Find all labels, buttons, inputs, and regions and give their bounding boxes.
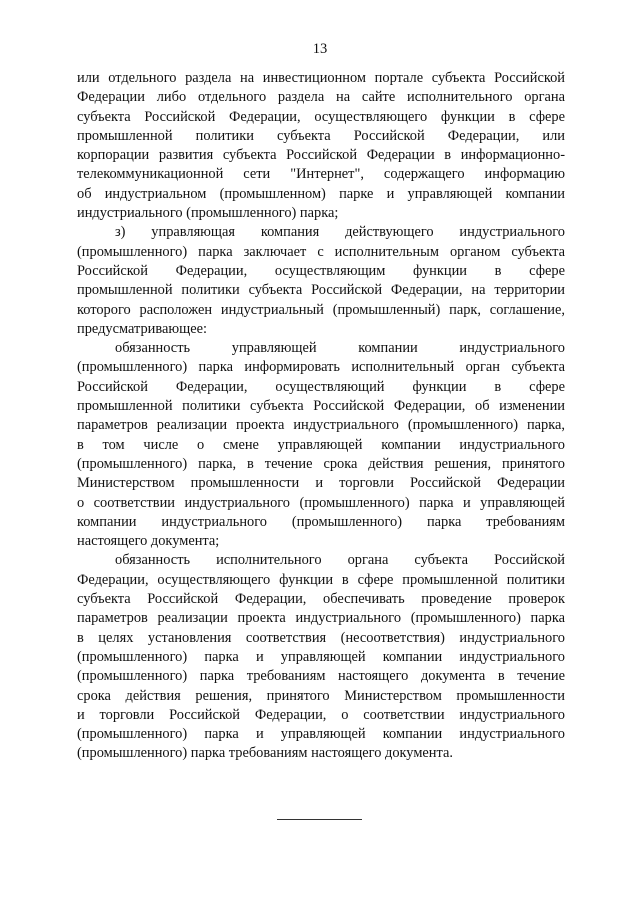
- text-line: (промышленного) парка информировать исполнительный орган субъекта: [77, 359, 565, 376]
- text-line: о соответствии индустриального (промышленного) парка и управляющей: [77, 494, 565, 511]
- text-line: в целях установления соответствия (несоответствия) индустриального: [77, 629, 565, 646]
- text-line: параметров реализации проекта индустриального (промышленного) парка,: [77, 417, 565, 434]
- footer-divider: [277, 819, 362, 820]
- page-number: 13: [312, 41, 328, 57]
- text-line: корпорации развития субъекта Российской Федерации в информационно-: [77, 147, 565, 164]
- text-line: предусматривающее:: [77, 320, 207, 337]
- text-line: и торговли Российской Федерации, о соответствии индустриального: [77, 706, 565, 723]
- text-line: (промышленного) парка требованиям настоящего документа в течение: [77, 668, 565, 685]
- text-line: (промышленного) парка и управляющей компании индустриального: [77, 648, 565, 665]
- text-line: Федерации либо отдельного раздела на сайте исполнительного органа: [77, 89, 565, 106]
- text-line: обязанность исполнительного органа субъекта Российской: [115, 552, 565, 569]
- text-line: срока действия решения, принятого Министерством промышленности: [77, 687, 565, 704]
- text-line: компании индустриального (промышленного) парка требованиям: [77, 513, 565, 530]
- text-line: настоящего документа;: [77, 533, 220, 550]
- text-line: промышленной политики субъекта Российской Федерации, или: [77, 127, 565, 144]
- text-line: промышленной политики субъекта Российской Федерации, на территории: [77, 282, 565, 299]
- text-line: параметров реализации проекта индустриального (промышленного) парка: [77, 610, 565, 627]
- text-line: субъекта Российской Федерации, обеспечивать проведение проверок: [77, 591, 565, 608]
- body-text: [77, 69, 565, 764]
- text-line: телекоммуникационной сети "Интернет", содержащего информацию: [77, 166, 565, 183]
- text-line: в том числе о смене управляющей компании индустриального: [77, 436, 565, 453]
- text-line: (промышленного) парка, в течение срока действия решения, принятого: [77, 455, 565, 472]
- text-line: промышленной политики субъекта Российской Федерации, об изменении: [77, 398, 565, 415]
- text-line: Министерством промышленности и торговли Российской Федерации: [77, 475, 565, 492]
- text-line: Федерации, осуществляющего функции в сфере промышленной политики: [77, 571, 565, 588]
- text-line: з) управляющая компания действующего индустриального: [115, 224, 565, 241]
- text-line: субъекта Российской Федерации, осуществляющего функции в сфере: [77, 108, 565, 125]
- text-line: или отдельного раздела на инвестиционном портале субъекта Российской: [77, 70, 565, 86]
- text-line: (промышленного) парка заключает с исполнительным органом субъекта: [77, 243, 565, 260]
- text-line: (промышленного) парка требованиям настоящего документа.: [77, 745, 453, 762]
- text-line: которого расположен индустриальный (промышленный) парк, соглашение,: [77, 301, 565, 318]
- text-line: Российской Федерации, осуществляющий функции в сфере: [77, 378, 565, 395]
- text-line: об индустриальном (промышленном) парке и управляющей компании: [77, 185, 565, 202]
- text-line: Российской Федерации, осуществляющим функции в сфере: [77, 262, 565, 279]
- text-line: (промышленного) парка и управляющей компании индустриального: [77, 726, 565, 743]
- text-line: индустриального (промышленного) парка;: [77, 205, 339, 222]
- text-line: обязанность управляющей компании индустриального: [115, 340, 565, 357]
